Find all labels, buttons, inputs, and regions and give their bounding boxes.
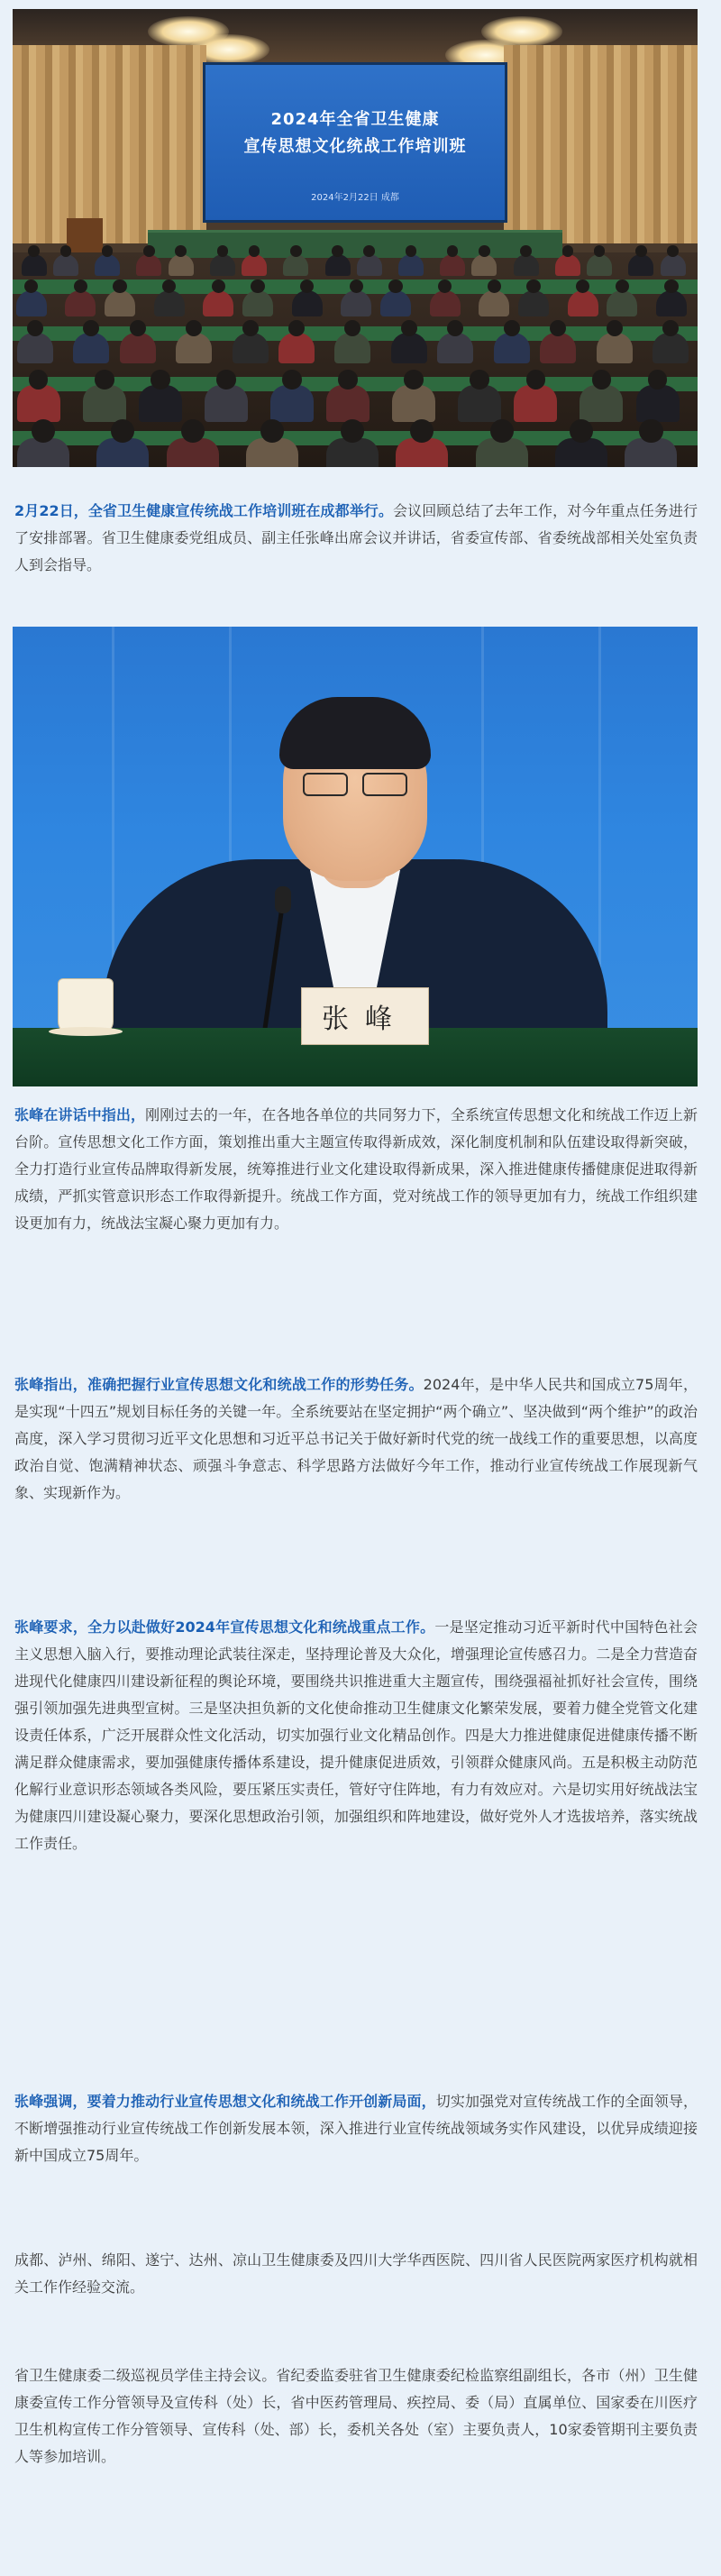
paragraph-lead: 2月22日，全省卫生健康宣传统战工作培训班在成都举行。 [14,502,393,519]
audience-member [169,254,194,276]
audience-head [490,419,514,443]
audience-head [282,370,302,390]
audience-head [639,419,662,443]
audience-member [494,333,530,363]
audience-member [105,290,135,316]
audience-member [437,333,473,363]
audience-member [17,333,53,363]
audience-member [139,385,182,422]
audience-member [514,254,539,276]
audience-head [406,245,417,257]
audience-head [363,245,375,257]
audience-member [391,333,427,363]
audience-head [667,245,679,257]
audience-head [251,280,264,293]
audience-head [594,245,606,257]
audience-member [65,290,96,316]
audience-member [22,254,47,276]
audience-head [60,245,72,257]
audience-head [242,320,259,336]
audience-head [175,245,187,257]
audience-head [648,370,668,390]
audience-head [526,280,540,293]
speaker-nameplate: 张峰 [301,987,429,1045]
audience-head [216,370,236,390]
audience-member [16,290,47,316]
paragraph-lead: 张峰要求，全力以赴做好2024年宣传思想文化和统战重点工作。 [14,1618,435,1636]
audience-member [568,290,598,316]
paragraph-body: 省卫生健康委二级巡视员学佳主持会议。省纪委监委驻省卫生健康委纪检监察组副组长，各市（州）卫生健康委宣传工作分管领导及宣传科（处）长，省中医药管理局、疾控局、委（局）直属单位、国家委在川医疗卫生机构宣传工作分管领导、宣传科（处、部）长，委机关各处（室）主要负责人，10家委管期刊主要负责人等参加培训。 [14,2367,698,2465]
audience-member [203,290,233,316]
audience-member [83,385,126,422]
audience-member [205,385,248,422]
audience-member [587,254,612,276]
audience-head [102,245,114,257]
paragraph-body: 刚刚过去的一年，在各地各单位的共同努力下，全系统宣传思想文化和统战工作迈上新台阶。宣传思想文化工作方面，策划推出重大主题宣传取得新成效，深化制度机制和队伍建设取得新突破，全力打造行业宣传品牌取得新发展，统筹推进行业文化建设取得新成果，深入推进健康传播健康促进取得新成绩，严抓实管意识形态工作取得新提升。统战工作方面，党对统战工作的领导更加有力，统战工作组织建设更加有力，统战法宝凝心聚力更加有力。 [14,1106,698,1232]
paragraph-attendees [14,2362,698,2471]
paragraph-body: 切实加强党对宣传统战工作的全面领导，不断增强推动行业宣传统战工作创新发展本领，深入推进行业宣传统战领域务实作风建设，以优异成绩迎接新中国成立75周年。 [14,2093,698,2164]
audience-member [233,333,269,363]
audience-head [151,370,170,390]
audience-member [136,254,161,276]
paragraph-situation [14,1371,698,1507]
audience-head [332,245,343,257]
speaker-hair [279,697,431,769]
audience-member [518,290,549,316]
audience-member [636,385,680,422]
audience-head [32,419,55,443]
audience-head [143,245,155,257]
audience-member [278,333,315,363]
audience-member [430,290,461,316]
speaker-photo [13,627,698,1086]
audience-member [17,385,60,422]
audience-member [326,385,370,422]
audience-member [555,254,580,276]
glasses-icon [303,773,407,794]
audience-head [388,280,402,293]
audience-head [479,245,490,257]
paragraph-exchange [14,2247,698,2301]
audience-head [504,320,520,336]
audience-head [592,370,612,390]
audience-head [29,370,49,390]
audience-head [562,245,574,257]
audience-member [325,254,351,276]
audience-member [242,290,273,316]
audience-member [479,290,509,316]
audience-member [270,385,314,422]
audience-member [398,254,424,276]
audience-head [27,320,43,336]
audience-head [664,280,678,293]
audience-head [607,320,623,336]
audience-member [242,254,267,276]
audience-head [181,419,205,443]
audience-head [217,245,229,257]
audience-head [401,320,417,336]
audience-member [95,254,120,276]
audience-head [570,419,593,443]
audience-member [154,290,185,316]
audience-member [341,290,371,316]
paragraph-new-situation [14,2088,698,2169]
paragraph-lead: 张峰强调，要着力推动行业宣传思想文化和统战工作开创新局面， [14,2093,436,2110]
audience-head [288,320,305,336]
audience-head [290,245,302,257]
audience-member [661,254,686,276]
projection-screen [205,65,505,220]
audience-member [380,290,411,316]
audience-member [176,333,212,363]
audience-member [73,333,109,363]
audience-head [526,370,546,390]
audience-member [292,290,323,316]
audience-member [283,254,308,276]
paragraph-lead: 张峰指出，准确把握行业宣传思想文化和统战工作的形势任务。 [14,1376,424,1393]
audience-head [95,370,114,390]
audience-head [28,245,40,257]
audience-head [635,245,647,257]
audience-head [520,245,532,257]
audience-member [210,254,235,276]
microphone-icon [275,886,291,913]
tea-saucer [49,1027,123,1036]
audience-member [653,333,689,363]
audience-member [540,333,576,363]
audience-member [120,333,156,363]
tea-cup [58,978,114,1034]
audience-member [440,254,465,276]
audience-head [447,245,459,257]
audience-member [597,333,633,363]
audience-member [458,385,501,422]
audience-member [607,290,637,316]
conference-hall-photo [13,9,698,467]
audience-member [580,385,623,422]
curtain-left [13,45,206,243]
audience-head [113,280,126,293]
paragraph-intro [14,498,698,579]
paragraph-key-tasks [14,1614,698,1857]
banner-date: 2024年2月22日 成都 [311,193,399,203]
audience-member [471,254,497,276]
paragraph-lead: 张峰在讲话中指出， [14,1106,146,1123]
paragraph-body: 成都、泸州、绵阳、遂宁、达州、凉山卫生健康委及四川大学华西医院、四川省人民医院两家医疗机构就相关工作作经验交流。 [14,2251,698,2296]
audience-member [392,385,435,422]
audience-head [130,320,146,336]
audience-member [656,290,687,316]
audience-head [338,370,358,390]
audience-member [334,333,370,363]
head-table [148,230,562,258]
banner-title-line1: 2024年全省卫生健康 [270,110,440,129]
audience-head [186,320,202,336]
paragraph-body: 2024年，是中华人民共和国成立75周年，是实现“十四五”规划目标任务的关键一年。全系统要站在坚定拥护“两个确立”、坚决做到“两个维护”的政治高度，深入学习贯彻习近平文化思想和习近平总书记关于做好新时代党的统一战线工作的重要思想，以高度政治自觉、饱满精神状态、顽强斗争意志、科学思路方法做好今年工作，推动行业宣传统战工作展现新气象、实现新作为。 [14,1376,698,1501]
paragraph-body: 一是坚定推动习近平新时代中国特色社会主义思想入脑入行，要推动理论武装往深走，坚持理论普及大众化，增强理论宣传感召力。二是全力营造奋进现代化健康四川建设新征程的舆论环境，要围绕共识推进重大主题宣传，围绕强福祉抓好社会宣传，围绕强引领加强先进典型宣树。三是坚决担负新的文化使命推动卫生健康文化繁荣发展，要着力健全党管文化建设责任体系，广泛开展群众性文化活动，切实加强行业文化精品创作。四是大力推进健康促进健康传播不断满足群众健康需求，要加强健康传播体系建设，提升健康促进质效，引领群众健康风尚。五是积极主动防范化解行业意识形态领域各类风险，要压紧压实责任，管好守住阵地，有力有效应对。六是切实用好统战法宝为健康四川建设凝心聚力，要深化思想政治引领，加强组织和阵地建设，做好党外人才选拔培养，落实统战工作责任。 [14,1618,698,1852]
banner-title-line2: 宣传思想文化统战工作培训班 [243,137,467,156]
audience-head [404,370,424,390]
audience-head [249,245,260,257]
curtain-right [504,45,698,243]
paragraph-body: 会议回顾总结了去年工作，对今年重点任务进行了安排部署。省卫生健康委党组成员、副主任张峰出席会议并讲话，省委宣传部、省委统战部相关处室负责人到会指导。 [14,502,698,573]
audience-member [357,254,382,276]
audience-member [628,254,653,276]
audience-head [341,419,364,443]
audience-member [514,385,557,422]
audience-head [470,370,489,390]
paragraph-speech-review [14,1102,698,1237]
audience-member [53,254,78,276]
